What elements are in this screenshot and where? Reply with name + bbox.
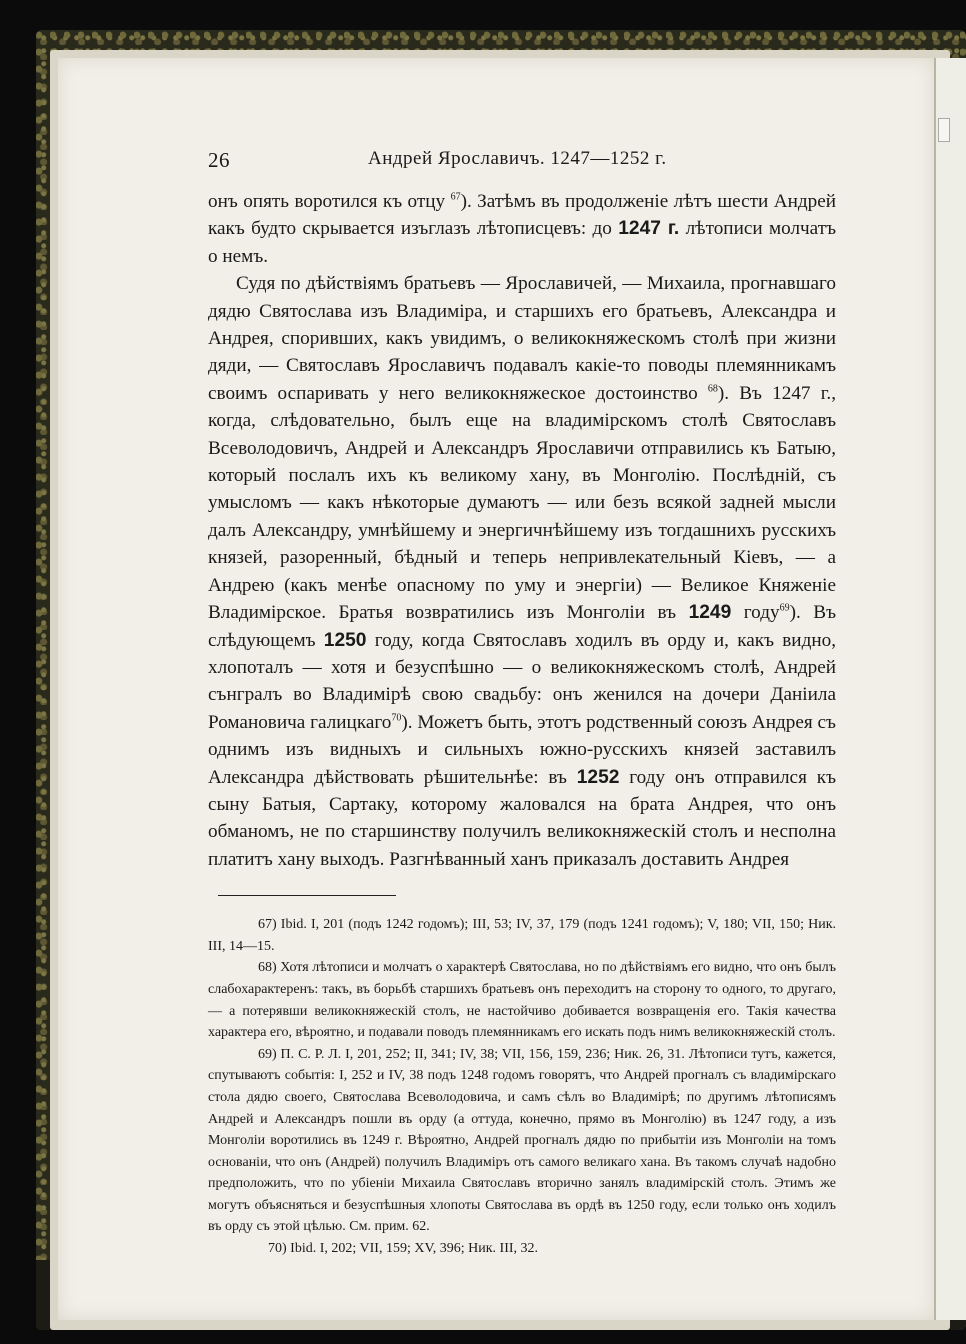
running-header (208, 140, 836, 180)
footnote-ref: 67 (450, 191, 461, 203)
text-run: ). Можетъ быть, этотъ родственный союзъ Андрея съ однимъ изъ видныхъ и сильныхъ южно-русскихъ князей заставилъ Александра дѣйствовать рѣшительнѣе: въ (208, 711, 836, 788)
text-block (208, 140, 836, 1260)
running-title: Андрей Ярославичъ. 1247—1252 г. (368, 148, 667, 169)
footnotes (208, 914, 836, 1260)
paragraph-2 (208, 270, 836, 873)
bold-date: 1250 (323, 629, 367, 651)
text-run: онъ опять воротился къ отцу (208, 191, 451, 212)
page-tab (938, 118, 950, 142)
footnote-ref: 69 (779, 602, 790, 614)
body-text (208, 188, 836, 873)
text-run: году онъ отправился къ сыну Батыя, Сартаку, которому жаловался на брата Андрея, что онъ обманомъ, не по старшинству получилъ великокняжескій столъ и несполна платитъ хану выходъ. Разгнѣванный ханъ приказалъ доставить Андрея (208, 766, 836, 870)
footnote-69: 69) П. С. Р. Л. I, 201, 252; II, 341; IV, 38; VII, 156, 159, 236; Ник. 26, 31. Лѣтописи тутъ, кажется, спутываютъ событія: I, 252 и IV, 38 подъ 1248 годомъ говорятъ, что Андрей прогналъ съ владимірскаго стола дядю своего, Святослава Всеволодовича, и самъ сѣлъ во Владимірѣ; по другимъ лѣтописямъ Андрей и Александръ пошли въ орду (а оттуда, конечно, прямо въ Монголію) въ 1247 году, а изъ Монголіи воротились въ 1249 г. Вѣроятно, Андрей прогналъ дядю по прибытіи изъ Монголіи на томъ основаніи, что онъ (Андрей) получилъ Владиміръ отъ самого великаго хана. Въ такомъ случаѣ надобно предположить, что по убіеніи Михаила Святославъ вторично занялъ владимірскій столъ. Этимъ же могутъ объясняться и безуспѣшныя хлопоты Святослава въ ордѣ въ 1250 году, если только онъ ходилъ въ орду съ этой цѣлью. См. прим. 62. (208, 1046, 836, 1235)
bold-date: 1252 (576, 766, 620, 788)
footnote-ref: 70 (391, 712, 402, 724)
paragraph-1 (208, 188, 836, 270)
text-run: году (731, 602, 780, 624)
facing-page-edge (934, 58, 966, 1320)
footnote-divider (218, 895, 396, 896)
bold-date: 1249 (688, 602, 732, 624)
footnote-ref: 68 (707, 383, 718, 395)
footnote-67: 67) Ibid. I, 201 (подъ 1242 годомъ); III, 53; IV, 37, 179 (подъ 1241 годомъ); V, 180; VII, 150; Ник. III, 14—15. (208, 917, 836, 954)
text-run: лѣтописи молчатъ о немъ. (208, 218, 837, 267)
footnote-70: 70) Ibid. I, 202; VII, 159; XV, 396; Ник. III, 32. (268, 1241, 539, 1257)
footnote-68: 68) Хотя лѣтописи и молчатъ о характерѣ Святослава, но по дѣйствіямъ его видно, что онъ былъ слабохарактеренъ: такъ, въ борьбѣ старшихъ братьевъ онъ переходитъ на сторону то одного, то другаго, — а потерявши великокняжескій столъ, не настойчиво добивается возвращенія его. Такія качества характера его, вѣроятно, и подавали поводъ племянникамъ его искать подъ нимъ великокняжескій столъ. (208, 960, 836, 1041)
text-run: ). Затѣмъ въ продолженіе лѣтъ шести Андрей какъ будто скрывается изъглазъ лѣтописцевъ: до (208, 191, 836, 240)
bold-date: 1247 г. (618, 218, 680, 240)
text-run: Судя по дѣйствіямъ братьевъ — Ярославичей, — Михаила, прогнавшаго дядю Святослава изъ Владиміра, и старшихъ его братьевъ, Александра и Андрея, споривших, какъ увидимъ, о великокняжескомъ столѣ при жизни дяди, — Святославъ Ярославичъ подавалъ какіе-то поводы племянникамъ своимъ оспаривать у него великокняжеское достоинство (208, 273, 836, 404)
text-run: ). Въ 1247 г., когда, слѣдовательно, былъ еще на владимірскомъ столѣ Святославъ Всеволодовичъ, Андрей и Александръ Ярославичи отправились къ Батыю, который послалъ ихъ къ великому хану, въ Монголію. Послѣдній, съ умысломъ — какъ нѣкоторые думаютъ — или безъ всякой задней мысли далъ Александру, умнѣйшему и энергичнѣйшему изъ тогдашнихъ русскихъ князей, разоренный, бѣдный и теперь непривлекательный Кіевъ, — а Андрею (какъ менѣе опасному по уму и энергіи) — Великое Княженіе Владимірское. Братья возвратились изъ Монголіи въ (208, 382, 836, 624)
text-run: ). Въ слѣдующемъ (208, 602, 836, 651)
text-run: году, когда Святославъ ходилъ въ орду и, какъ видно, хлопоталъ — хотя и безуспѣшно — о великокняжескомъ столѣ, Андрей сънгралъ во Владимірѣ свою свадьбу: онъ женился на дочери Даніила Романовича галицкаго (208, 629, 836, 733)
page-number: 26 (208, 148, 230, 172)
